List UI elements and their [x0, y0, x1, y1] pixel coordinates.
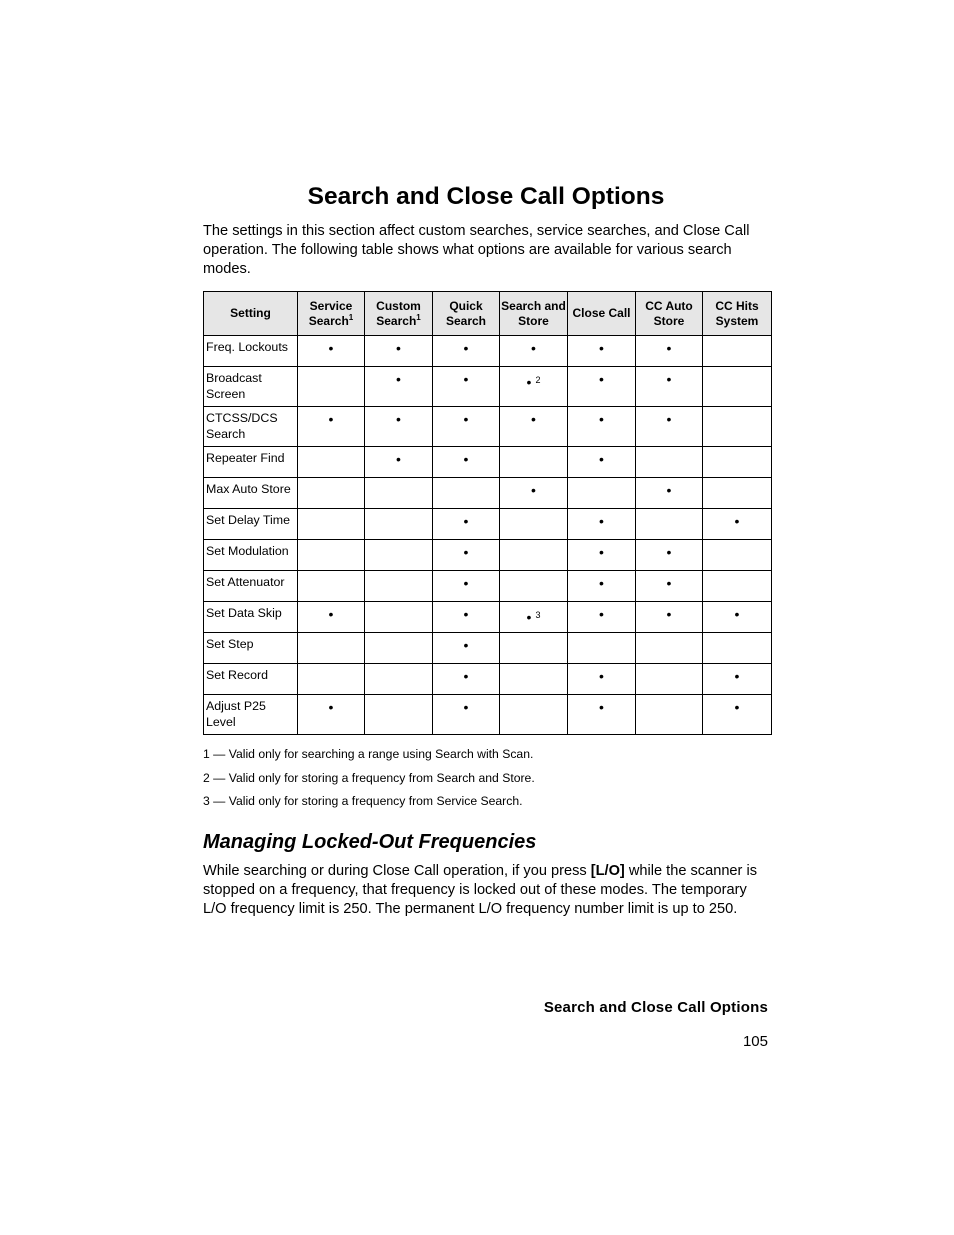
availability-bullet: •	[666, 482, 672, 498]
availability-bullet: •	[599, 699, 604, 715]
option-cell	[433, 633, 500, 664]
availability-bullet: •	[463, 371, 469, 387]
option-cell	[500, 664, 568, 695]
option-cell	[433, 571, 500, 602]
availability-bullet: •	[463, 451, 469, 467]
option-cell	[433, 478, 500, 509]
footnote-2: 2 — Valid only for storing a frequency from Search and Store.	[203, 770, 535, 785]
option-cell	[365, 336, 433, 367]
availability-bullet: •	[328, 411, 334, 427]
option-cell	[703, 695, 772, 735]
option-cell	[500, 478, 568, 509]
availability-bullet: •	[526, 609, 532, 625]
table-row	[204, 571, 772, 602]
option-cell	[703, 664, 772, 695]
section-body-start: While searching or during Close Call operation, if you press	[203, 863, 591, 879]
availability-bullet: •	[328, 606, 334, 622]
option-cell	[365, 695, 433, 735]
option-cell	[703, 571, 772, 602]
availability-bullet: •	[328, 699, 334, 715]
option-cell	[433, 407, 500, 447]
availability-bullet: •	[328, 340, 334, 356]
option-cell	[433, 540, 500, 571]
option-cell	[703, 367, 772, 407]
setting-name: Set Attenuator	[204, 571, 298, 602]
availability-bullet: •	[599, 668, 604, 684]
availability-bullet: •	[463, 575, 469, 591]
option-cell	[500, 509, 568, 540]
option-cell	[636, 571, 703, 602]
setting-name: Freq. Lockouts	[204, 336, 298, 367]
option-cell	[298, 367, 365, 407]
option-cell	[568, 478, 636, 509]
option-cell	[500, 336, 568, 367]
option-cell	[636, 695, 703, 735]
table-row	[204, 367, 772, 407]
option-cell	[636, 664, 703, 695]
setting-name: Set Record	[204, 664, 298, 695]
option-cell	[365, 571, 433, 602]
section-body	[203, 862, 773, 919]
option-cell	[365, 407, 433, 447]
availability-bullet: •	[666, 575, 672, 591]
availability-bullet: •	[666, 544, 672, 560]
header-cc-auto-store: CC Auto Store	[636, 292, 703, 336]
availability-bullet: •	[396, 411, 401, 427]
availability-bullet: •	[734, 699, 740, 715]
option-cell	[568, 695, 636, 735]
page-title: Search and Close Call Options	[307, 183, 665, 210]
availability-bullet: •	[396, 451, 401, 467]
option-cell	[365, 602, 433, 633]
setting-name: Set Modulation	[204, 540, 298, 571]
option-cell	[298, 447, 365, 478]
option-cell	[298, 509, 365, 540]
option-cell	[433, 447, 500, 478]
option-cell	[703, 540, 772, 571]
table-row	[204, 633, 772, 664]
option-cell	[636, 367, 703, 407]
availability-bullet: •	[666, 606, 672, 622]
availability-bullet: •	[396, 371, 401, 387]
table-row	[204, 407, 772, 447]
table-row	[204, 336, 772, 367]
option-cell	[500, 540, 568, 571]
option-cell	[500, 602, 568, 633]
header-custom-search: Custom Search$^1$	[365, 292, 433, 336]
footnote-1: 1 — Valid only for searching a range using Search with Scan.	[203, 747, 534, 761]
availability-bullet: •	[526, 374, 532, 390]
header-search-and-store: Search and Store	[500, 292, 568, 336]
table-row	[204, 540, 772, 571]
options-table	[203, 291, 772, 735]
availability-bullet: •	[463, 411, 469, 427]
option-cell	[636, 602, 703, 633]
availability-bullet: •	[734, 606, 740, 622]
header-cc-hits-system: CC Hits System	[703, 292, 772, 336]
availability-bullet: •	[734, 513, 740, 529]
option-cell	[568, 336, 636, 367]
option-cell	[298, 602, 365, 633]
availability-bullet: •	[531, 482, 536, 498]
header-quick-search: Quick Search	[433, 292, 500, 336]
option-cell	[703, 509, 772, 540]
option-cell	[500, 407, 568, 447]
setting-name: Adjust P25 Level	[204, 695, 298, 735]
option-cell	[365, 633, 433, 664]
setting-name: Set Delay Time	[204, 509, 298, 540]
option-cell	[298, 664, 365, 695]
option-cell	[433, 695, 500, 735]
availability-bullet: •	[666, 371, 672, 387]
option-cell	[433, 367, 500, 407]
option-cell	[568, 509, 636, 540]
option-cell	[298, 336, 365, 367]
option-cell	[500, 571, 568, 602]
option-cell	[703, 407, 772, 447]
option-cell	[568, 407, 636, 447]
option-cell	[568, 664, 636, 695]
option-cell	[500, 367, 568, 407]
option-cell	[568, 367, 636, 407]
availability-bullet: •	[599, 606, 604, 622]
intro-paragraph: The settings in this section affect custom searches, service searches, and Close Call operation. The following table shows what options are available for various search modes.	[203, 223, 750, 277]
table-row	[204, 664, 772, 695]
option-cell	[703, 478, 772, 509]
footnote-reference: 2	[535, 375, 541, 385]
option-cell	[298, 695, 365, 735]
table-row	[204, 695, 772, 735]
option-cell	[636, 407, 703, 447]
availability-bullet: •	[666, 340, 672, 356]
availability-bullet: •	[463, 606, 469, 622]
availability-bullet: •	[734, 668, 740, 684]
availability-bullet: •	[463, 513, 469, 529]
running-footer-title: Search and Close Call Options	[543, 999, 768, 1016]
option-cell	[636, 509, 703, 540]
option-cell	[365, 540, 433, 571]
option-cell	[636, 540, 703, 571]
option-cell	[568, 633, 636, 664]
option-cell	[500, 633, 568, 664]
option-cell	[500, 447, 568, 478]
availability-bullet: •	[396, 340, 401, 356]
header-close-call: Close Call	[568, 292, 636, 336]
page-number: 105	[742, 1033, 768, 1050]
option-cell	[636, 447, 703, 478]
availability-bullet: •	[463, 637, 469, 653]
option-cell	[433, 509, 500, 540]
option-cell	[568, 540, 636, 571]
option-cell	[568, 602, 636, 633]
availability-bullet: •	[599, 513, 604, 529]
availability-bullet: •	[599, 340, 604, 356]
header-setting: Setting	[204, 292, 298, 336]
option-cell	[568, 447, 636, 478]
setting-name: Broadcast Screen	[204, 367, 298, 407]
lockout-key-label: [L/O]	[590, 863, 625, 879]
section-heading: Managing Locked-Out Frequencies	[203, 831, 537, 853]
option-cell	[365, 478, 433, 509]
table-row	[204, 447, 772, 478]
setting-name: CTCSS/DCS Search	[204, 407, 298, 447]
options-table-body	[204, 336, 772, 735]
option-cell	[365, 664, 433, 695]
setting-name: Max Auto Store	[204, 478, 298, 509]
option-cell	[298, 571, 365, 602]
availability-bullet: •	[599, 575, 604, 591]
footnotes	[203, 746, 773, 817]
table-header-row	[204, 292, 772, 336]
footnote-reference: 3	[535, 610, 541, 620]
section-body-end: while the scanner is stopped on a frequency, that frequency is locked out of these modes. The temporary L/O frequency limit is 250. The permanent L/O frequency number limit is up to 250.	[203, 863, 758, 917]
table-row	[204, 509, 772, 540]
option-cell	[636, 633, 703, 664]
option-cell	[703, 447, 772, 478]
option-cell	[365, 509, 433, 540]
option-cell	[365, 447, 433, 478]
option-cell	[298, 633, 365, 664]
option-cell	[433, 664, 500, 695]
availability-bullet: •	[599, 451, 604, 467]
option-cell	[568, 571, 636, 602]
availability-bullet: •	[463, 544, 469, 560]
availability-bullet: •	[531, 411, 536, 427]
option-cell	[365, 367, 433, 407]
option-cell	[703, 633, 772, 664]
table-row	[204, 478, 772, 509]
table-row	[204, 602, 772, 633]
header-service-search: Service Search$^1$	[298, 292, 365, 336]
option-cell	[703, 336, 772, 367]
availability-bullet: •	[666, 411, 672, 427]
footnote-3: 3 — Valid only for storing a frequency from Service Search.	[203, 794, 523, 808]
availability-bullet: •	[599, 544, 604, 560]
option-cell	[636, 478, 703, 509]
option-cell	[298, 478, 365, 509]
setting-name: Set Data Skip	[204, 602, 298, 633]
availability-bullet: •	[463, 699, 469, 715]
option-cell	[298, 407, 365, 447]
availability-bullet: •	[531, 340, 536, 356]
setting-name: Repeater Find	[204, 447, 298, 478]
option-cell	[500, 695, 568, 735]
setting-name: Set Step	[204, 633, 298, 664]
option-cell	[703, 602, 772, 633]
option-cell	[433, 336, 500, 367]
option-cell	[636, 336, 703, 367]
availability-bullet: •	[463, 668, 469, 684]
option-cell	[433, 602, 500, 633]
availability-bullet: •	[463, 340, 469, 356]
availability-bullet: •	[599, 411, 604, 427]
option-cell	[298, 540, 365, 571]
availability-bullet: •	[599, 371, 604, 387]
